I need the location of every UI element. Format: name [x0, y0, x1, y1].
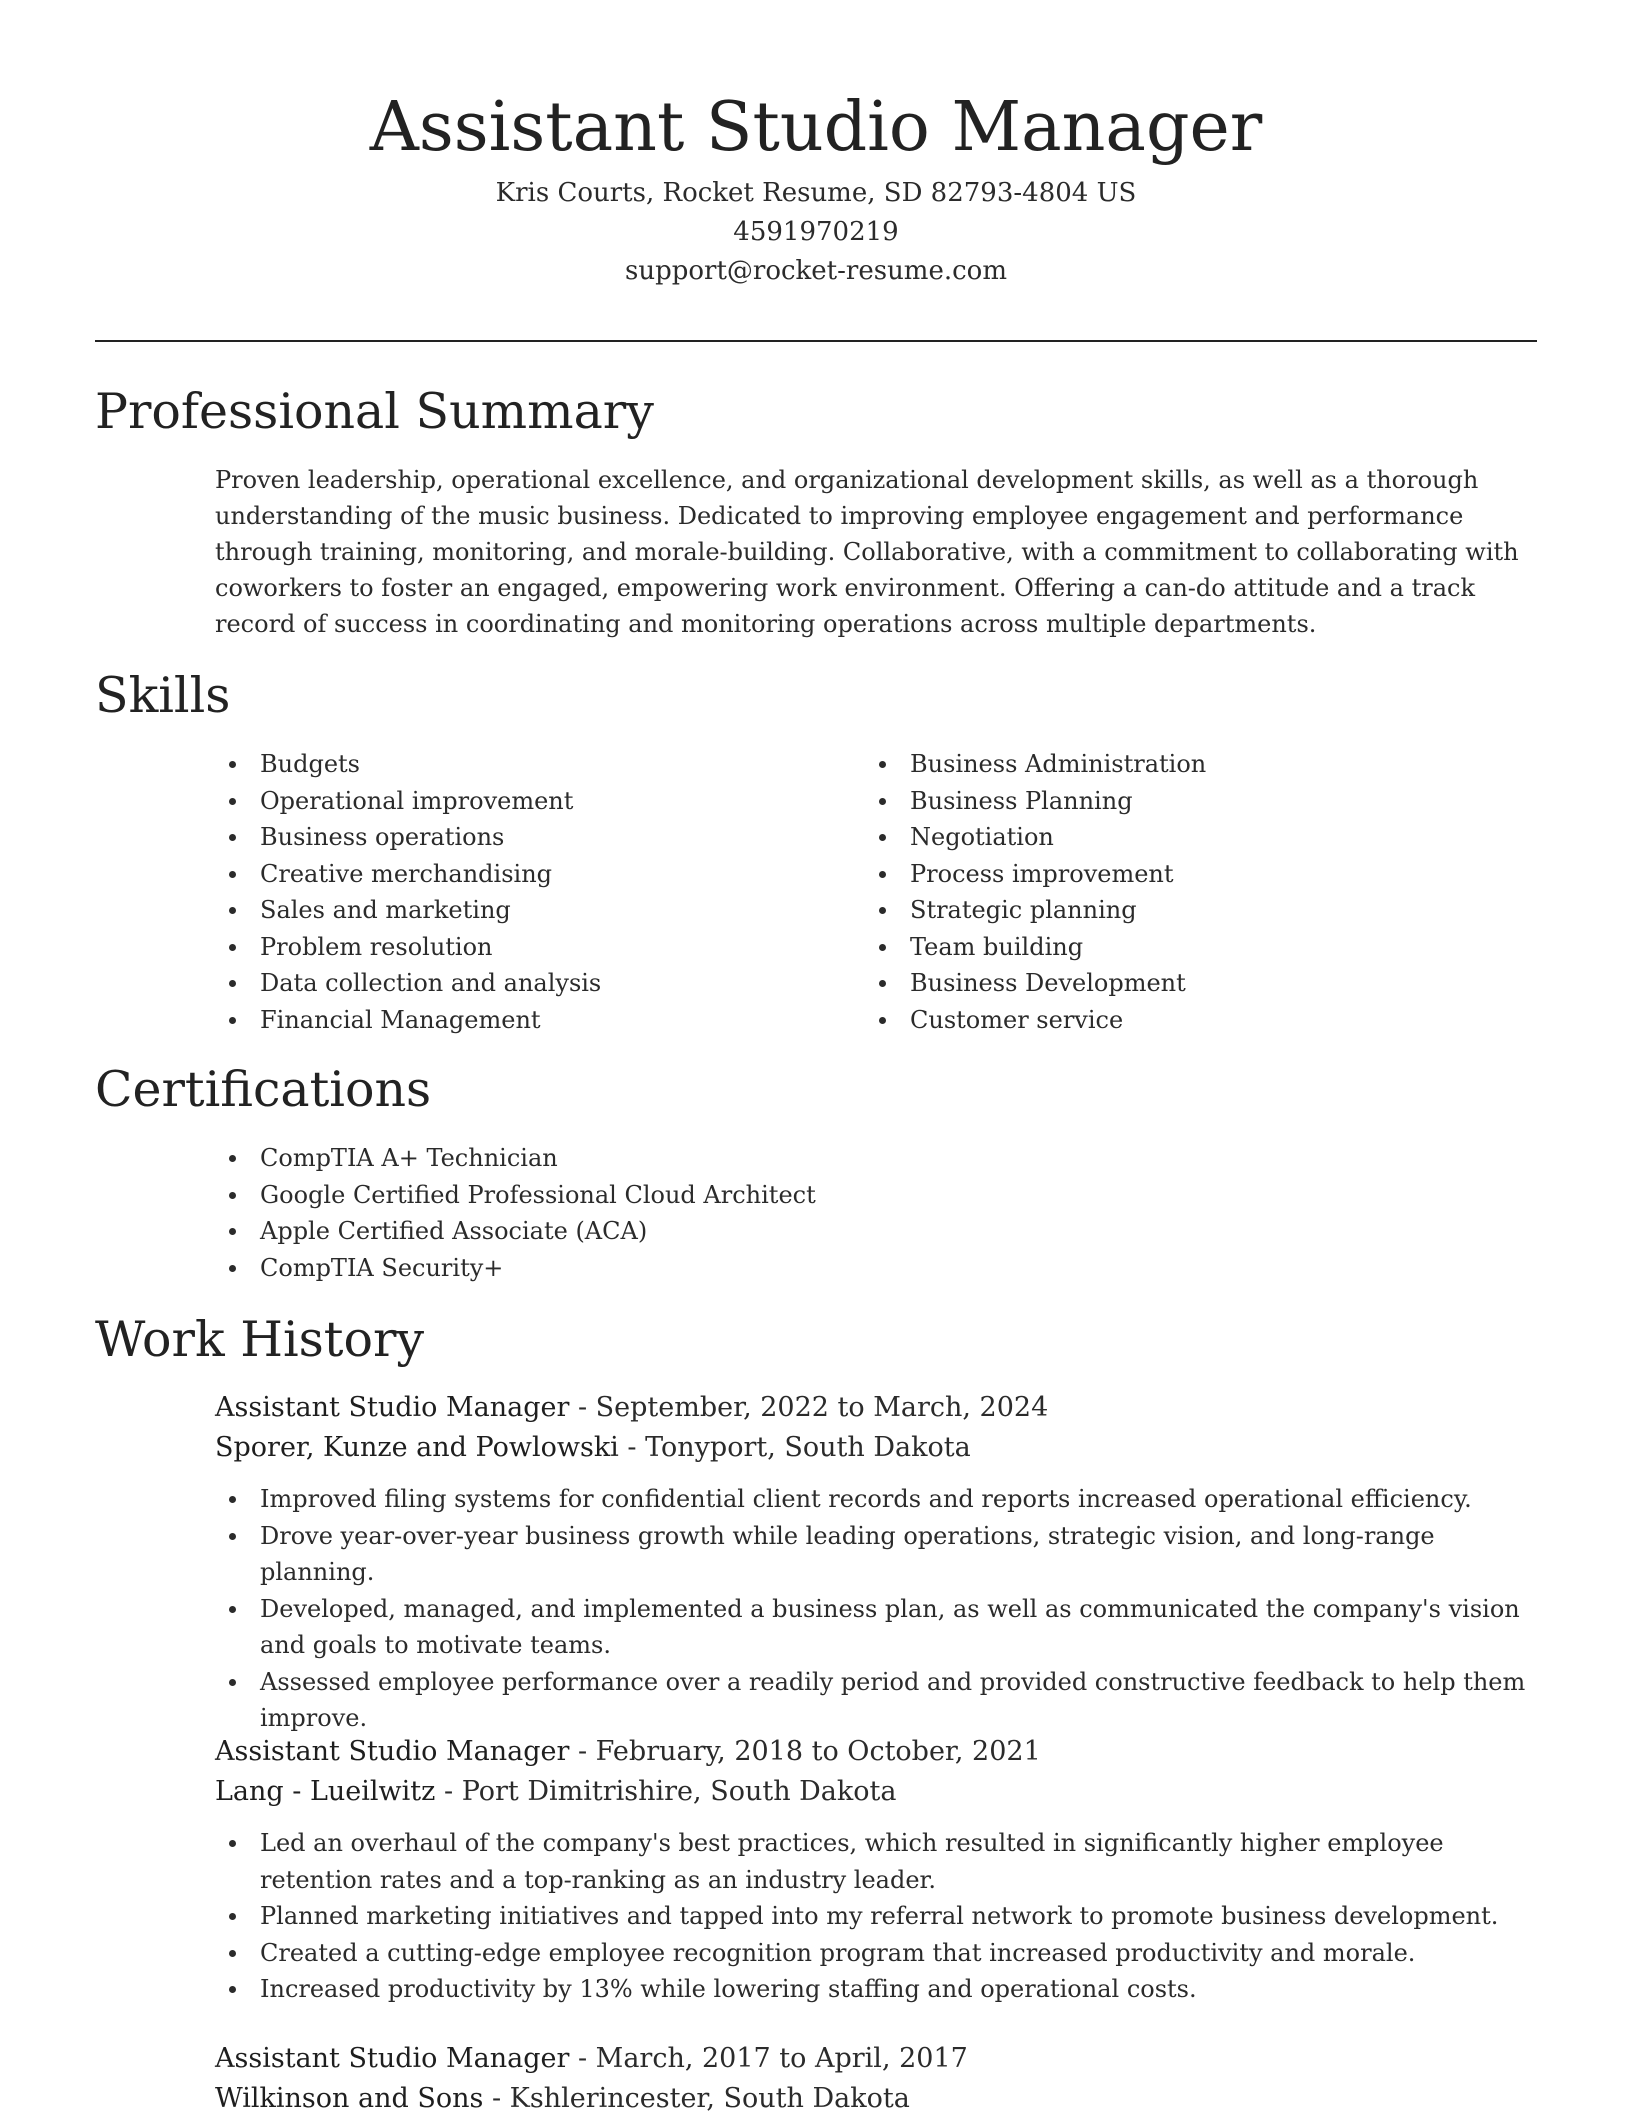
skill-item: Business Administration [866, 746, 1466, 783]
job-bullet: Drove year-over-year business growth while leading operations, strategic vision, and long-range planning. [216, 1518, 1546, 1591]
separator: - [569, 1392, 596, 1423]
separator: - [618, 1432, 646, 1463]
resume-name: Assistant Studio Manager [369, 88, 1263, 167]
job-bullet-list [216, 1481, 1546, 1737]
skills-list-left [216, 746, 816, 1038]
skills-list-right [866, 746, 1466, 1038]
header-divider [95, 340, 1537, 342]
job-company-line [215, 1428, 1545, 1468]
job-entry-header [215, 1388, 1545, 1468]
job-entry-header [215, 2039, 1545, 2119]
separator: - [569, 1736, 596, 1767]
contact-phone: 4591970219 [733, 217, 899, 247]
skill-item: Creative merchandising [216, 856, 816, 893]
job-title-line [215, 1732, 1545, 1772]
job-location: Port Dimitrishire, South Dakota [461, 1776, 897, 1807]
job-dates: March, 2017 to April, 2017 [595, 2043, 968, 2074]
job-bullet-list [216, 1825, 1546, 2008]
job-title: Assistant Studio Manager [215, 1392, 570, 1423]
certification-item: CompTIA A+ Technician [216, 1140, 1216, 1177]
contact-address: Kris Courts, Rocket Resume, SD 82793-4804 US [495, 178, 1137, 208]
job-title: Assistant Studio Manager [215, 1736, 570, 1767]
job-bullet: Assessed employee performance over a readily period and provided constructive feedback to help them improve. [216, 1664, 1546, 1737]
job-company: Sporer, Kunze and Powlowski [215, 1432, 619, 1463]
contact-email: support@rocket-resume.com [624, 256, 1007, 286]
skill-item: Business Development [866, 965, 1466, 1002]
job-bullet: Planned marketing initiatives and tapped into my referral network to promote business development. [216, 1898, 1546, 1935]
skill-item: Sales and marketing [216, 892, 816, 929]
skill-item: Team building [866, 929, 1466, 966]
skill-item: Business Planning [866, 783, 1466, 820]
summary-heading: Professional Summary [95, 383, 654, 440]
job-title-line [215, 2039, 1545, 2079]
job-bullet: Created a cutting-edge employee recognition program that increased productivity and morale. [216, 1935, 1546, 1972]
certifications-heading: Certifications [95, 1061, 432, 1118]
job-dates: September, 2022 to March, 2024 [595, 1392, 1049, 1423]
job-dates: February, 2018 to October, 2021 [595, 1736, 1041, 1767]
job-title-line [215, 1388, 1545, 1428]
separator: - [483, 2083, 510, 2114]
skills-heading: Skills [95, 667, 231, 724]
job-company: Lang - Lueilwitz [215, 1776, 436, 1807]
job-location: Tonyport, South Dakota [645, 1432, 971, 1463]
job-bullet: Developed, managed, and implemented a business plan, as well as communicated the company's vision and goals to motivate teams. [216, 1591, 1546, 1664]
certification-item: CompTIA Security+ [216, 1250, 1216, 1287]
job-company-line [215, 1772, 1545, 1812]
skill-item: Business operations [216, 819, 816, 856]
certifications-list [216, 1140, 1216, 1286]
work-history-heading: Work History [95, 1311, 425, 1368]
certification-item: Apple Certified Associate (ACA) [216, 1213, 1216, 1250]
job-entry-header [215, 1732, 1545, 1812]
skill-item: Financial Management [216, 1002, 816, 1039]
skill-item: Problem resolution [216, 929, 816, 966]
job-location: Kshlerincester, South Dakota [509, 2083, 910, 2114]
separator: - [569, 2043, 596, 2074]
skill-item: Customer service [866, 1002, 1466, 1039]
separator: - [435, 1776, 462, 1807]
skill-item: Process improvement [866, 856, 1466, 893]
job-company-line [215, 2079, 1545, 2119]
skill-item: Strategic planning [866, 892, 1466, 929]
job-bullet: Led an overhaul of the company's best practices, which resulted in significantly higher employee retention rates and a top-ranking as an industry leader. [216, 1825, 1546, 1898]
skill-item: Negotiation [866, 819, 1466, 856]
job-title: Assistant Studio Manager [215, 2043, 570, 2074]
skill-item: Operational improvement [216, 783, 816, 820]
job-bullet: Improved filing systems for confidential client records and reports increased operational efficiency. [216, 1481, 1546, 1518]
skill-item: Budgets [216, 746, 816, 783]
skill-item: Data collection and analysis [216, 965, 816, 1002]
resume-header [0, 0, 1632, 291]
job-bullet: Increased productivity by 13% while lowering staffing and operational costs. [216, 1971, 1546, 2008]
job-company: Wilkinson and Sons [215, 2083, 484, 2114]
summary-text: Proven leadership, operational excellence, and organizational development skills, as well as a thorough understanding of the music business. Dedicated to improving employee engagement and performance through training, monitoring, and morale-building. Collaborative, with a commitment to collaborating with coworkers to foster an engaged, empowering work environment. Offering a can-do attitude and a track record of success in coordinating and monitoring operations across multiple departments. [215, 466, 1519, 638]
certification-item: Google Certified Professional Cloud Architect [216, 1177, 1216, 1214]
